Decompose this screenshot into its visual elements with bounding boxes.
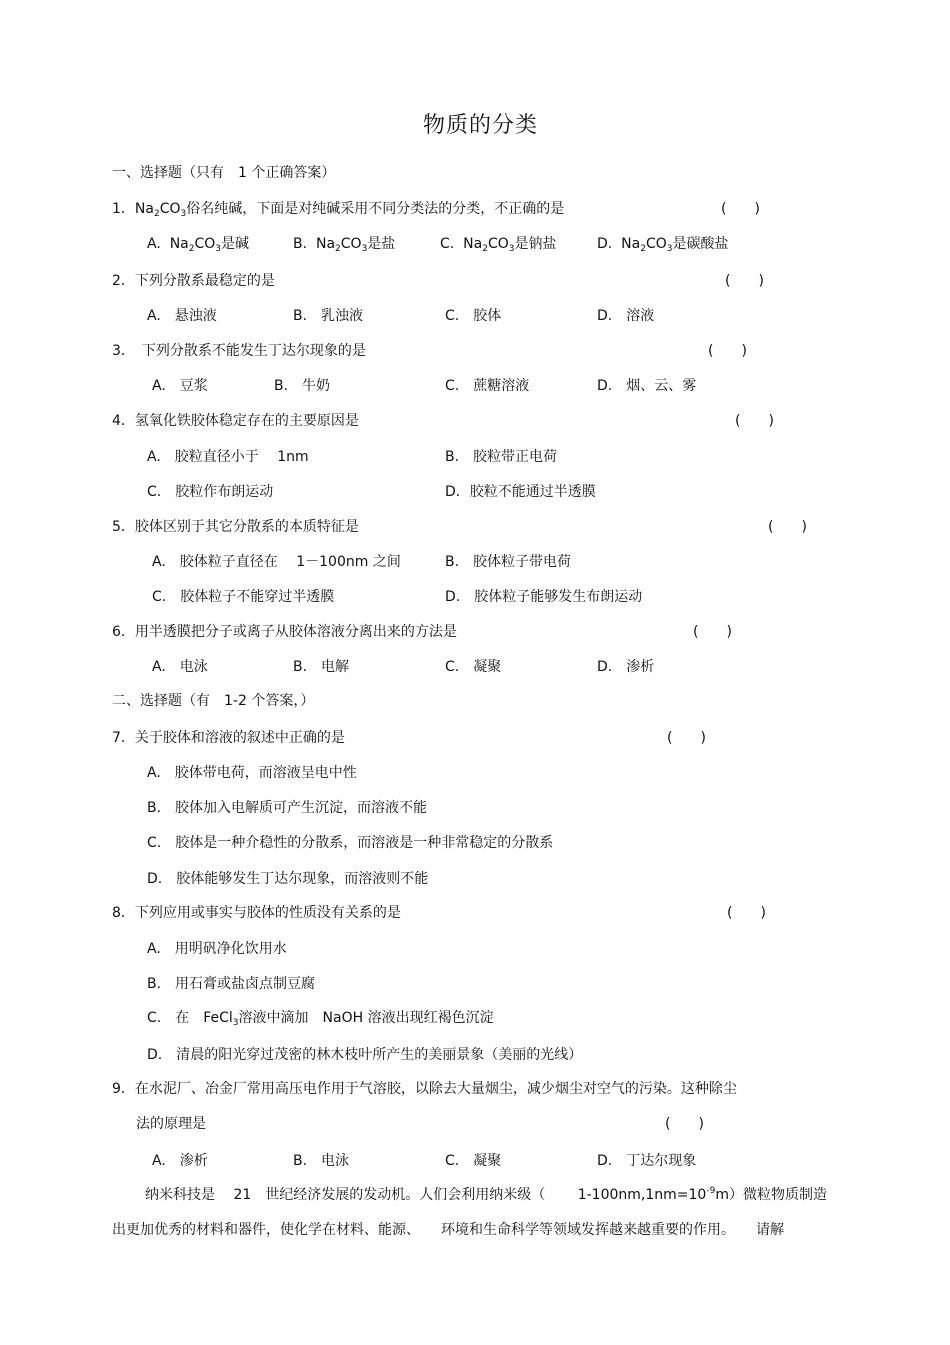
option-d: D. 烟、云、雾 bbox=[597, 378, 697, 394]
option-b: B. 电解 bbox=[293, 659, 350, 675]
question-8: 8．下列应用或事实与胶体的性质没有关系的是 bbox=[112, 905, 401, 921]
option-a: A. 胶体带电荷，而溶液呈电中性 bbox=[147, 765, 357, 781]
question-9-continuation: 法的原理是 bbox=[136, 1116, 206, 1132]
option-b: B. 用石膏或盐卤点制豆腐 bbox=[147, 976, 316, 992]
option-c: C. 凝聚 bbox=[445, 1153, 502, 1169]
page-title: 物质的分类 bbox=[423, 113, 539, 138]
answer-paren: ( ) bbox=[721, 201, 760, 217]
option-d: D. 溶液 bbox=[597, 308, 655, 324]
option-c: C. 胶粒作布朗运动 bbox=[147, 484, 274, 500]
question-4: 4．氢氧化铁胶体稳定存在的主要原因是 bbox=[112, 413, 359, 429]
question-1-stem: 俗名纯碱，下面是对纯碱采用不同分类法的分类，不正确的是 bbox=[186, 201, 565, 217]
question-6: 6．用半透膜把分子或离子从胶体溶液分离出来的方法是 bbox=[112, 624, 457, 640]
question-7: 7．关于胶体和溶液的叙述中正确的是 bbox=[112, 730, 345, 746]
formula-na2co3: $Na_2CO_3$ bbox=[134, 201, 187, 219]
question-3: 3． 下列分散系不能发生丁达尔现象的是 bbox=[112, 343, 366, 359]
option-a: A. 用明矾净化饮用水 bbox=[147, 941, 287, 957]
option-b: B. 胶体加入电解质可产生沉淀，而溶液不能 bbox=[147, 800, 428, 816]
option-d: D. 胶体粒子能够发生布朗运动 bbox=[445, 589, 643, 605]
option-b: B. $Na_2CO_3$是盐 bbox=[293, 236, 396, 254]
option-c: C. 胶体 bbox=[445, 308, 502, 324]
option-c: C. 在 FeCl$_3$溶液中滴加 NaOH 溶液出现红褐色沉淀 bbox=[147, 1010, 494, 1028]
option-d: D. 丁达尔现象 bbox=[597, 1153, 697, 1169]
option-b: B. 牛奶 bbox=[274, 378, 331, 394]
answer-paren: ( ) bbox=[735, 413, 774, 429]
option-b: B. 胶粒带正电荷 bbox=[445, 449, 558, 465]
option-c: C. $Na_2CO_3$是钠盐 bbox=[440, 236, 557, 254]
option-a: A. 豆浆 bbox=[152, 378, 208, 394]
option-d: D. 渗析 bbox=[597, 659, 655, 675]
option-d: D. 清晨的阳光穿过茂密的林木枝叶所产生的美丽景象（美丽的光线） bbox=[147, 1047, 583, 1063]
answer-paren: ( ) bbox=[667, 730, 706, 746]
option-c: C. 胶体粒子不能穿过半透膜 bbox=[152, 589, 335, 605]
option-b: B. 胶体粒子带电荷 bbox=[445, 554, 572, 570]
answer-paren: ( ) bbox=[665, 1116, 704, 1132]
passage-line-2: 出更加优秀的材料和器件，使化学在材料、能源、 环境和生命科学等领域发挥越来越重要的作用。 请解 bbox=[112, 1222, 784, 1238]
answer-paren: ( ) bbox=[727, 905, 766, 921]
option-a: A. 电泳 bbox=[152, 659, 208, 675]
option-c: C. 胶体是一种介稳性的分散系，而溶液是一种非常稳定的分散系 bbox=[147, 835, 554, 851]
question-2: 2．下列分散系最稳定的是 bbox=[112, 273, 275, 289]
option-a: A. 渗析 bbox=[152, 1153, 208, 1169]
option-d: D. $Na_2CO_3$是碳酸盐 bbox=[597, 236, 729, 254]
answer-paren: ( ) bbox=[693, 624, 732, 640]
option-a: A. $Na_2CO_3$是碱 bbox=[147, 236, 250, 254]
option-d: D. 胶体能够发生丁达尔现象，而溶液则不能 bbox=[147, 871, 429, 887]
option-a: A. 悬浊液 bbox=[147, 308, 217, 324]
answer-paren: ( ) bbox=[725, 273, 764, 289]
option-a: A. 胶体粒子直径在 1－100nm 之间 bbox=[152, 554, 401, 570]
question-5: 5．胶体区别于其它分散系的本质特征是 bbox=[112, 519, 359, 535]
option-c: C. 蔗糖溶液 bbox=[445, 378, 530, 394]
option-c: C. 凝聚 bbox=[445, 659, 502, 675]
answer-paren: ( ) bbox=[708, 343, 747, 359]
section-heading-1: 一、选择题（只有 1 个正确答案） bbox=[112, 165, 336, 181]
option-b: B. 电泳 bbox=[293, 1153, 350, 1169]
option-a: A. 胶粒直径小于 1nm bbox=[147, 449, 309, 465]
passage-line-1: 纳米科技是 21 世纪经济发展的发动机。人们会利用纳米级（ $1-100nm,1nm=10^{-9}m$）微粒物质制造 bbox=[145, 1186, 827, 1203]
question-1 bbox=[112, 200, 564, 218]
answer-paren: ( ) bbox=[768, 519, 807, 535]
option-d: D．胶粒不能通过半透膜 bbox=[445, 484, 596, 500]
section-heading-2: 二、选择题（有 1-2 个答案，） bbox=[112, 693, 315, 709]
option-b: B. 乳浊液 bbox=[293, 308, 364, 324]
question-1-number: 1． bbox=[112, 201, 135, 217]
question-9: 9．在水泥厂、冶金厂常用高压电作用于气溶胶，以除去大量烟尘，减少烟尘对空气的污染。这种除尘 bbox=[112, 1081, 737, 1097]
